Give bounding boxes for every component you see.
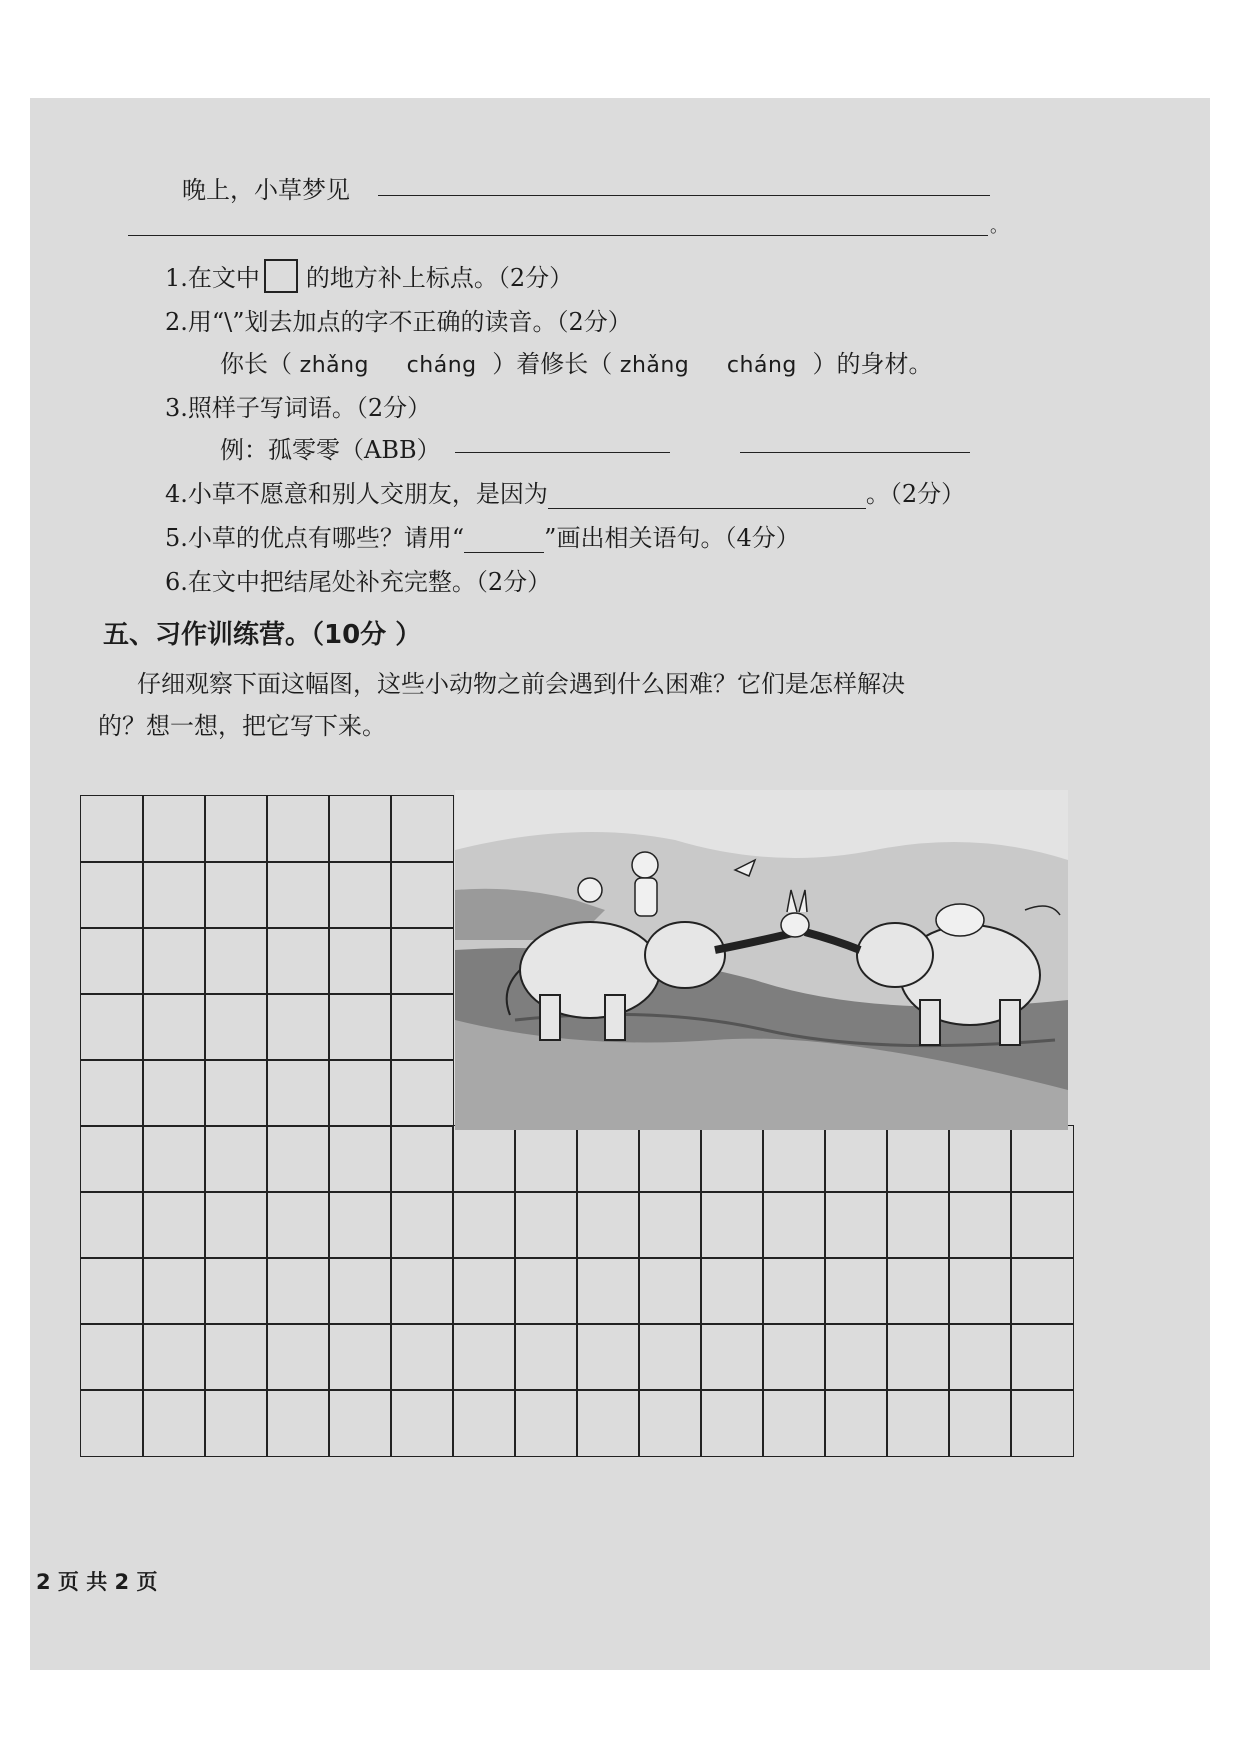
grid-cell[interactable] bbox=[204, 1059, 268, 1127]
grid-cell[interactable] bbox=[390, 1389, 454, 1457]
pinyin-zhang-1[interactable]: zhǎng bbox=[299, 353, 370, 378]
grid-cell[interactable] bbox=[452, 1323, 516, 1391]
grid-cell[interactable] bbox=[142, 1125, 206, 1193]
grid-cell[interactable] bbox=[328, 1257, 392, 1325]
question-3-example: 例：孤零零（ABB） bbox=[220, 436, 441, 464]
grid-cell[interactable] bbox=[1010, 1323, 1074, 1391]
abb-answer-line-2[interactable] bbox=[740, 452, 970, 453]
grid-cell[interactable] bbox=[824, 1323, 888, 1391]
grid-cell[interactable] bbox=[886, 1125, 950, 1193]
grid-cell[interactable] bbox=[328, 1389, 392, 1457]
grid-cell[interactable] bbox=[266, 927, 330, 995]
dream-line-label: 晚上，小草梦见 bbox=[182, 176, 350, 204]
grid-cell[interactable] bbox=[576, 1191, 640, 1259]
grid-cell[interactable] bbox=[700, 1389, 764, 1457]
grid-cell[interactable] bbox=[576, 1389, 640, 1457]
abb-answer-line-1[interactable] bbox=[455, 452, 670, 453]
grid-cell[interactable] bbox=[886, 1191, 950, 1259]
grid-cell[interactable] bbox=[514, 1125, 578, 1193]
grid-cell[interactable] bbox=[390, 795, 454, 863]
grid-cell[interactable] bbox=[266, 1257, 330, 1325]
dream-answer-line-1[interactable] bbox=[378, 195, 990, 196]
grid-cell[interactable] bbox=[266, 861, 330, 929]
grid-cell[interactable] bbox=[824, 1257, 888, 1325]
grid-cell[interactable] bbox=[328, 861, 392, 929]
grid-cell[interactable] bbox=[328, 1323, 392, 1391]
grid-cell[interactable] bbox=[762, 1125, 826, 1193]
grid-cell[interactable] bbox=[948, 1257, 1012, 1325]
question-2-title: 2.用“\”划去加点的字不正确的读音。（2分） bbox=[165, 308, 632, 336]
grid-cell[interactable] bbox=[328, 1191, 392, 1259]
grid-cell[interactable] bbox=[266, 1323, 330, 1391]
grid-cell[interactable] bbox=[204, 1323, 268, 1391]
question-2-sentence bbox=[220, 344, 933, 379]
illustration-svg bbox=[455, 790, 1068, 1130]
grid-cell[interactable] bbox=[390, 1191, 454, 1259]
grid-cell[interactable] bbox=[638, 1389, 702, 1457]
pinyin-chang-2[interactable]: cháng bbox=[726, 353, 797, 378]
grid-cell[interactable] bbox=[1010, 1257, 1074, 1325]
grid-cell[interactable] bbox=[204, 927, 268, 995]
grid-cell[interactable] bbox=[824, 1389, 888, 1457]
page-footer: 2 页 共 2 页 bbox=[36, 1570, 158, 1594]
grid-cell[interactable] bbox=[204, 1257, 268, 1325]
question-1-text-b: 的地方补上标点。（2分） bbox=[305, 264, 574, 292]
grid-cell[interactable] bbox=[204, 1125, 268, 1193]
question-4-score: 。（2分） bbox=[865, 480, 966, 508]
grid-cell[interactable] bbox=[80, 1125, 144, 1193]
grid-cell[interactable] bbox=[948, 1323, 1012, 1391]
grid-cell[interactable] bbox=[266, 1125, 330, 1193]
question-4 bbox=[165, 474, 965, 509]
grid-cell[interactable] bbox=[142, 1191, 206, 1259]
question-1-text-a: 1.在文中 bbox=[165, 264, 260, 292]
pinyin-zhang-2[interactable]: zhǎng bbox=[619, 353, 690, 378]
grid-cell[interactable] bbox=[80, 795, 144, 863]
question-5 bbox=[165, 518, 800, 553]
grid-cell[interactable] bbox=[762, 1389, 826, 1457]
grid-cell[interactable] bbox=[80, 927, 144, 995]
grid-cell[interactable] bbox=[638, 1125, 702, 1193]
grid-cell[interactable] bbox=[204, 861, 268, 929]
period-mark: 。 bbox=[990, 216, 1008, 237]
grid-cell[interactable] bbox=[142, 861, 206, 929]
grid-cell[interactable] bbox=[948, 1389, 1012, 1457]
grid-cell[interactable] bbox=[266, 795, 330, 863]
grid-cell[interactable] bbox=[514, 1389, 578, 1457]
grid-cell[interactable] bbox=[266, 1389, 330, 1457]
q2-seg-2: ）着修长（ bbox=[492, 350, 613, 378]
grid-cell[interactable] bbox=[576, 1125, 640, 1193]
grid-cell[interactable] bbox=[204, 1191, 268, 1259]
punctuation-box bbox=[264, 259, 298, 293]
grid-cell[interactable] bbox=[576, 1323, 640, 1391]
question-4-text: 4.小草不愿意和别人交朋友，是因为 bbox=[165, 480, 548, 508]
grid-cell[interactable] bbox=[452, 1389, 516, 1457]
grid-cell[interactable] bbox=[390, 993, 454, 1061]
grid-cell[interactable] bbox=[328, 1125, 392, 1193]
grid-cell[interactable] bbox=[142, 1323, 206, 1391]
grid-cell[interactable] bbox=[886, 1257, 950, 1325]
question-6: 6.在文中把结尾处补充完整。（2分） bbox=[165, 568, 552, 596]
section-5-title: 五、习作训练营。（10分 ） bbox=[103, 620, 422, 650]
grid-cell[interactable] bbox=[762, 1323, 826, 1391]
grid-cell[interactable] bbox=[1010, 1125, 1074, 1193]
grid-cell[interactable] bbox=[700, 1125, 764, 1193]
grid-cell[interactable] bbox=[948, 1125, 1012, 1193]
grid-cell[interactable] bbox=[80, 1191, 144, 1259]
grid-cell[interactable] bbox=[328, 1059, 392, 1127]
grid-cell[interactable] bbox=[452, 1125, 516, 1193]
grid-cell[interactable] bbox=[700, 1191, 764, 1259]
grid-cell[interactable] bbox=[80, 861, 144, 929]
grid-cell[interactable] bbox=[142, 1059, 206, 1127]
grid-cell[interactable] bbox=[638, 1257, 702, 1325]
grid-cell[interactable] bbox=[142, 927, 206, 995]
grid-cell[interactable] bbox=[204, 1389, 268, 1457]
grid-cell[interactable] bbox=[700, 1257, 764, 1325]
grid-cell[interactable] bbox=[824, 1191, 888, 1259]
grid-cell[interactable] bbox=[514, 1257, 578, 1325]
grid-cell[interactable] bbox=[638, 1323, 702, 1391]
writing-instruction-line-2: 的？想一想，把它写下来。 bbox=[98, 712, 386, 740]
question-1 bbox=[165, 258, 573, 293]
pinyin-chang-1[interactable]: cháng bbox=[406, 353, 477, 378]
grid-cell[interactable] bbox=[328, 795, 392, 863]
question-5-text: 5.小草的优点有哪些？请用“ bbox=[165, 524, 465, 552]
grid-cell[interactable] bbox=[80, 1257, 144, 1325]
grid-cell[interactable] bbox=[266, 1191, 330, 1259]
grid-cell[interactable] bbox=[142, 795, 206, 863]
q2-seg-3: ）的身材。 bbox=[812, 350, 933, 378]
grid-cell[interactable] bbox=[824, 1125, 888, 1193]
reason-answer-line[interactable] bbox=[548, 480, 866, 509]
grid-cell[interactable] bbox=[142, 1257, 206, 1325]
dream-answer-line-2[interactable] bbox=[128, 235, 988, 236]
grid-cell[interactable] bbox=[700, 1323, 764, 1391]
grid-cell[interactable] bbox=[328, 927, 392, 995]
grid-cell[interactable] bbox=[204, 993, 268, 1061]
grid-cell[interactable] bbox=[886, 1389, 950, 1457]
grid-cell[interactable] bbox=[390, 861, 454, 929]
grid-cell[interactable] bbox=[390, 1257, 454, 1325]
grid-cell[interactable] bbox=[142, 993, 206, 1061]
grid-cell[interactable] bbox=[266, 1059, 330, 1127]
writing-instruction-line-1: 仔细观察下面这幅图，这些小动物之前会遇到什么困难？它们是怎样解决 bbox=[137, 670, 905, 698]
grid-cell[interactable] bbox=[576, 1257, 640, 1325]
grid-cell[interactable] bbox=[80, 1323, 144, 1391]
grid-cell[interactable] bbox=[390, 927, 454, 995]
grid-cell[interactable] bbox=[514, 1323, 578, 1391]
grid-cell[interactable] bbox=[452, 1257, 516, 1325]
grid-cell[interactable] bbox=[638, 1191, 702, 1259]
grid-cell[interactable] bbox=[762, 1191, 826, 1259]
q2-seg-1: 你长（ bbox=[220, 350, 292, 378]
question-5-score: ”画出相关语句。（4分） bbox=[544, 524, 800, 552]
grid-cell[interactable] bbox=[266, 993, 330, 1061]
grid-cell[interactable] bbox=[390, 1125, 454, 1193]
grid-cell[interactable] bbox=[142, 1389, 206, 1457]
grid-cell[interactable] bbox=[390, 1323, 454, 1391]
grid-cell[interactable] bbox=[886, 1323, 950, 1391]
grid-cell[interactable] bbox=[80, 993, 144, 1061]
grid-cell[interactable] bbox=[452, 1191, 516, 1259]
grid-cell[interactable] bbox=[1010, 1389, 1074, 1457]
grid-cell[interactable] bbox=[948, 1191, 1012, 1259]
underline-sample bbox=[464, 524, 544, 553]
grid-cell[interactable] bbox=[80, 1059, 144, 1127]
grid-cell[interactable] bbox=[328, 993, 392, 1061]
grid-cell[interactable] bbox=[514, 1191, 578, 1259]
animals-crossing-river-illustration bbox=[455, 790, 1068, 1130]
question-3-title: 3.照样子写词语。（2分） bbox=[165, 394, 432, 422]
grid-cell[interactable] bbox=[80, 1389, 144, 1457]
grid-cell[interactable] bbox=[204, 795, 268, 863]
grid-cell[interactable] bbox=[390, 1059, 454, 1127]
grid-cell[interactable] bbox=[1010, 1191, 1074, 1259]
grid-cell[interactable] bbox=[762, 1257, 826, 1325]
